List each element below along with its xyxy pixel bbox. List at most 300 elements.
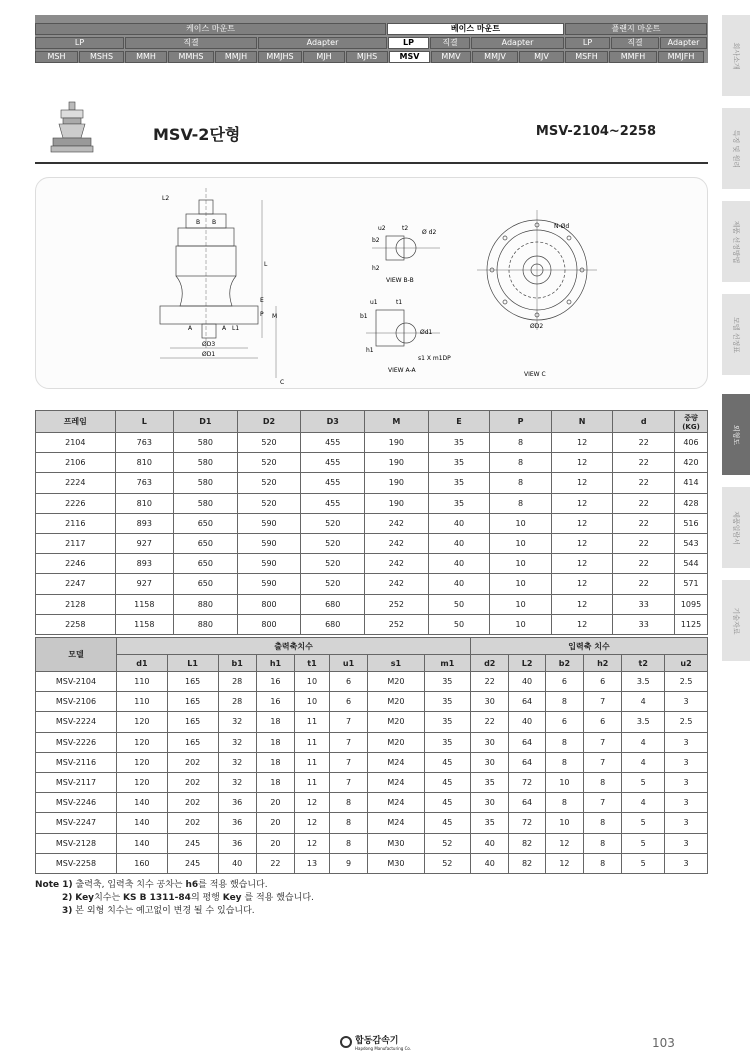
table-cell: MSV-2116: [36, 752, 117, 772]
table-cell: 10: [490, 533, 552, 553]
table-cell: 245: [167, 853, 218, 873]
note-2-prefix: 2): [62, 893, 73, 903]
table-cell: 2117: [36, 533, 116, 553]
side-tab-features[interactable]: [722, 108, 750, 193]
table-cell: 22: [613, 513, 675, 533]
table-cell: 8: [584, 833, 622, 853]
table-cell: 6: [329, 672, 367, 692]
table-cell: MSV-2247: [36, 813, 117, 833]
table-cell: 190: [365, 473, 429, 493]
gear-logo-icon: [340, 1036, 352, 1048]
nav-model-mmfh[interactable]: MMFH: [609, 51, 657, 63]
table-cell: 4: [622, 752, 665, 772]
table-cell: 13: [295, 853, 330, 873]
note-1: [35, 879, 314, 892]
table-cell: 414: [674, 473, 707, 493]
table-row: [36, 793, 708, 813]
technical-drawing: [36, 178, 709, 390]
table-cell: 420: [674, 453, 707, 473]
side-tab-label: 회사소개: [732, 41, 740, 70]
table-cell: M20: [368, 692, 424, 712]
subheader-cell: h1: [256, 655, 294, 672]
table-cell: 12: [551, 453, 613, 473]
table-cell: 45: [424, 793, 470, 813]
note-2: [35, 892, 314, 905]
group-output-shaft: 출력축치수: [117, 638, 471, 655]
table-cell: 20: [256, 793, 294, 813]
nav-model-mshs[interactable]: MSHS: [79, 51, 124, 63]
table-row: [36, 594, 708, 614]
side-tab-label: 특징 및 원리: [732, 129, 740, 168]
dim-e: E: [260, 297, 264, 304]
view-bb-drawing: [372, 236, 440, 260]
table-cell: 11: [295, 752, 330, 772]
note-1-text: 출력축, 입력축 치수 공차는: [75, 880, 183, 890]
nav-row-mount-type: [35, 23, 708, 35]
dim-h1: h1: [366, 347, 374, 354]
side-tab-label: 외형도: [732, 424, 740, 445]
table-cell: 1125: [674, 614, 707, 634]
table-cell: 520: [301, 574, 365, 594]
table-cell: 32: [218, 752, 256, 772]
table-cell: 590: [237, 533, 301, 553]
table-cell: 165: [167, 672, 218, 692]
view-aa-label: VIEW A-A: [388, 367, 416, 374]
note-2-text1: 치수는: [94, 893, 121, 903]
side-tab-label: 모델 선정표: [732, 316, 740, 353]
nav-model-mmh[interactable]: MMH: [125, 51, 167, 63]
frame-dimension-table: [35, 410, 708, 635]
nav-row-drive: [35, 37, 708, 49]
table-cell: MSV-2117: [36, 772, 117, 792]
table-cell: 202: [167, 772, 218, 792]
table-cell: MSV-2226: [36, 732, 117, 752]
table-cell: 680: [301, 614, 365, 634]
nav-model-msh[interactable]: MSH: [35, 51, 78, 63]
table-cell: 190: [365, 433, 429, 453]
dim-b2: b2: [372, 237, 380, 244]
table-cell: 650: [173, 513, 237, 533]
note-2-key: Key: [75, 893, 95, 903]
subheader-cell: L1: [167, 655, 218, 672]
side-tab-tech[interactable]: [722, 580, 750, 665]
table-cell: 72: [509, 772, 545, 792]
subheader-cell: u2: [665, 655, 708, 672]
table-cell: 590: [237, 554, 301, 574]
side-tab-selection[interactable]: [722, 201, 750, 286]
table-cell: 12: [551, 533, 613, 553]
table-cell: 893: [115, 513, 173, 533]
nav-model-mmjfh[interactable]: MMJFH: [658, 51, 704, 63]
dim-od1: ØD1: [202, 351, 216, 358]
table-cell: 33: [613, 594, 675, 614]
table-cell: 12: [545, 833, 583, 853]
table-cell: 2226: [36, 493, 116, 513]
table-cell: 36: [218, 813, 256, 833]
product-thumbnail-icon: [47, 100, 97, 158]
table-cell: 2116: [36, 513, 116, 533]
table-cell: 1158: [115, 614, 173, 634]
table-cell: 72: [509, 813, 545, 833]
table-cell: 590: [237, 574, 301, 594]
nav-case-direct[interactable]: 직결: [125, 37, 257, 49]
col-frame: 프레임: [36, 411, 116, 433]
table-row: [36, 672, 708, 692]
nav-case-adapter[interactable]: Adapter: [258, 37, 387, 49]
table-cell: 20: [256, 833, 294, 853]
table-cell: 242: [365, 533, 429, 553]
table-cell: 580: [173, 493, 237, 513]
table-cell: 10: [490, 554, 552, 574]
nav-flange-lp[interactable]: LP: [565, 37, 610, 49]
col-weight: 중량 (KG): [674, 411, 707, 433]
table-cell: 28: [218, 692, 256, 712]
nav-model-mmjh[interactable]: MMJH: [215, 51, 257, 63]
table-cell: 8: [490, 473, 552, 493]
note-2-key2: Key: [222, 893, 242, 903]
dim-nd: N-Ød: [554, 223, 570, 230]
table-cell: 190: [365, 453, 429, 473]
side-tab-label: 제품일람서: [732, 510, 740, 545]
nav-model-mmv[interactable]: MMV: [431, 51, 471, 63]
logo-subtext: Hapdong Manufacturing Co.: [355, 1046, 412, 1051]
table-cell: 6: [545, 672, 583, 692]
table-cell: M30: [368, 853, 424, 873]
table-cell: 12: [551, 493, 613, 513]
table-cell: 12: [551, 594, 613, 614]
table-cell: 10: [545, 772, 583, 792]
table-row: [36, 554, 708, 574]
table-cell: 12: [551, 473, 613, 493]
table-cell: 4: [622, 793, 665, 813]
subheader-cell: L2: [509, 655, 545, 672]
table-cell: 32: [218, 712, 256, 732]
table-cell: 3: [665, 772, 708, 792]
note-2-standard: KS B 1311-84: [123, 893, 191, 903]
table-cell: 40: [428, 574, 490, 594]
side-tab-outline[interactable]: [722, 394, 750, 479]
table-cell: 45: [424, 813, 470, 833]
dim-t1: t1: [396, 299, 403, 306]
table-cell: 2128: [36, 594, 116, 614]
table-cell: 6: [545, 712, 583, 732]
nav-model-mmhs[interactable]: MMHS: [168, 51, 214, 63]
table-cell: 22: [613, 493, 675, 513]
table-cell: 4: [622, 732, 665, 752]
table-cell: 22: [613, 554, 675, 574]
table-cell: 22: [613, 574, 675, 594]
table-row: [36, 692, 708, 712]
table-cell: 110: [117, 672, 168, 692]
table-cell: 2258: [36, 614, 116, 634]
table-cell: 2106: [36, 453, 116, 473]
subheader-cell: d2: [471, 655, 509, 672]
table-cell: 22: [613, 433, 675, 453]
table-cell: 8: [584, 772, 622, 792]
company-logo: [340, 1033, 411, 1051]
page-number: 103: [652, 1036, 675, 1050]
nav-case-mount[interactable]: 케이스 마운트: [35, 23, 386, 35]
group-input-shaft: 입력축 치수: [471, 638, 708, 655]
table-cell: 455: [301, 493, 365, 513]
table-cell: 3.5: [622, 712, 665, 732]
top-nav: [35, 20, 708, 64]
table-row: [36, 752, 708, 772]
note-1-tail: 를 적용 했습니다.: [198, 880, 268, 890]
table-cell: MSV-2224: [36, 712, 117, 732]
note-1-bold: h6: [185, 880, 199, 890]
table-row: [36, 513, 708, 533]
table-cell: 8: [584, 813, 622, 833]
dim-u2: u2: [378, 225, 386, 232]
table-cell: 18: [256, 712, 294, 732]
table-cell: 1158: [115, 594, 173, 614]
table-cell: 520: [301, 513, 365, 533]
col-m: M: [365, 411, 429, 433]
table-cell: 40: [471, 833, 509, 853]
table-row: [36, 813, 708, 833]
table-cell: 52: [424, 833, 470, 853]
table-cell: 10: [295, 692, 330, 712]
table-cell: 8: [329, 833, 367, 853]
nav-model-mmjv[interactable]: MMJV: [472, 51, 518, 63]
nav-flange-mount[interactable]: 플랜지 마운트: [565, 23, 707, 35]
side-tab-model-table[interactable]: [722, 294, 750, 379]
table-cell: 35: [428, 433, 490, 453]
table-cell: 927: [115, 533, 173, 553]
note-3-prefix: 3): [62, 906, 73, 916]
table-cell: 35: [471, 772, 509, 792]
table-cell: 2246: [36, 554, 116, 574]
nav-model-mjh[interactable]: MJH: [303, 51, 345, 63]
table-cell: 2.5: [665, 672, 708, 692]
table-row: [36, 574, 708, 594]
table-cell: 10: [490, 614, 552, 634]
table-cell: 245: [167, 833, 218, 853]
table-cell: 1095: [674, 594, 707, 614]
table-cell: 2.5: [665, 712, 708, 732]
table-cell: 7: [329, 712, 367, 732]
table-cell: 35: [428, 473, 490, 493]
table-cell: 35: [424, 692, 470, 712]
col-n: N: [551, 411, 613, 433]
table-cell: 8: [545, 793, 583, 813]
nav-base-adapter[interactable]: Adapter: [471, 37, 564, 49]
subheader-cell: s1: [368, 655, 424, 672]
table-cell: 880: [173, 594, 237, 614]
table-group-row: [36, 638, 708, 655]
nav-model-msv[interactable]: MSV: [389, 51, 430, 63]
side-tab-company[interactable]: [722, 15, 750, 100]
table-cell: 12: [551, 513, 613, 533]
table-cell: 160: [117, 853, 168, 873]
table-cell: 35: [471, 813, 509, 833]
table-cell: 252: [365, 614, 429, 634]
nav-row-model: [35, 51, 708, 63]
table-cell: MSV-2104: [36, 672, 117, 692]
table-row: [36, 433, 708, 453]
table-cell: M20: [368, 732, 424, 752]
table-cell: 140: [117, 813, 168, 833]
table-cell: M24: [368, 752, 424, 772]
table-cell: 7: [329, 772, 367, 792]
table-cell: 3: [665, 853, 708, 873]
table-cell: 6: [329, 692, 367, 712]
col-d2: D2: [237, 411, 301, 433]
table-cell: 6: [584, 712, 622, 732]
table-cell: 22: [256, 853, 294, 873]
table-row: [36, 493, 708, 513]
note-1-prefix: Note 1): [35, 880, 73, 890]
table-cell: 516: [674, 513, 707, 533]
dim-l: L: [264, 261, 268, 268]
table-cell: 800: [237, 614, 301, 634]
table-cell: 880: [173, 614, 237, 634]
table-cell: 543: [674, 533, 707, 553]
table-cell: 35: [424, 672, 470, 692]
table-cell: 8: [545, 692, 583, 712]
notes: [35, 879, 314, 918]
table-cell: 12: [545, 853, 583, 873]
col-d3: D3: [301, 411, 365, 433]
nav-model-mjhs[interactable]: MJHS: [346, 51, 388, 63]
table-cell: 202: [167, 813, 218, 833]
table-cell: 520: [237, 453, 301, 473]
table-row: [36, 853, 708, 873]
col-d1: D1: [173, 411, 237, 433]
table-cell: 10: [295, 672, 330, 692]
col-model: 모델: [36, 638, 117, 672]
table-cell: 35: [424, 712, 470, 732]
table-cell: 16: [256, 692, 294, 712]
table-cell: M24: [368, 793, 424, 813]
subheader-cell: m1: [424, 655, 470, 672]
table-cell: 30: [471, 732, 509, 752]
view-aa-drawing: [366, 310, 440, 346]
table-cell: 763: [115, 433, 173, 453]
table-cell: 8: [490, 493, 552, 513]
nav-model-mmjhs[interactable]: MMJHS: [258, 51, 302, 63]
table-cell: 82: [509, 833, 545, 853]
model-range: MSV-2104~2258: [535, 124, 656, 139]
table-cell: 40: [428, 533, 490, 553]
table-cell: 3: [665, 692, 708, 712]
nav-model-mjv[interactable]: MJV: [519, 51, 564, 63]
side-tab-catalog[interactable]: [722, 487, 750, 572]
nav-base-lp[interactable]: LP: [388, 37, 429, 49]
dim-l1: L1: [232, 325, 240, 332]
nav-flange-direct[interactable]: 직결: [611, 37, 659, 49]
logo-text: 합동감속기: [355, 1036, 399, 1046]
table-cell: 18: [256, 732, 294, 752]
table-cell: 202: [167, 793, 218, 813]
table-cell: 10: [490, 513, 552, 533]
table-cell: 50: [428, 594, 490, 614]
table-cell: 2224: [36, 473, 116, 493]
side-tab-label: 제품 선정방법: [732, 220, 740, 263]
view-c-label: VIEW C: [524, 371, 546, 378]
nav-flange-adapter[interactable]: Adapter: [660, 37, 707, 49]
table-row: [36, 712, 708, 732]
table-row: [36, 533, 708, 553]
table-cell: 3: [665, 833, 708, 853]
table-cell: MSV-2258: [36, 853, 117, 873]
table-cell: 7: [584, 793, 622, 813]
table-cell: 32: [218, 772, 256, 792]
table-cell: 64: [509, 732, 545, 752]
table-cell: 12: [295, 833, 330, 853]
table-cell: 12: [551, 433, 613, 453]
table-cell: 8: [545, 732, 583, 752]
table-cell: 590: [237, 513, 301, 533]
table-cell: 190: [365, 493, 429, 513]
table-cell: 520: [301, 554, 365, 574]
view-c-drawing: [477, 210, 597, 330]
table-cell: M20: [368, 712, 424, 732]
table-cell: 810: [115, 453, 173, 473]
dim-a-right: A: [222, 325, 227, 332]
subheader-cell: b2: [545, 655, 583, 672]
table-cell: 406: [674, 433, 707, 453]
table-cell: 64: [509, 752, 545, 772]
table-cell: 110: [117, 692, 168, 712]
table-cell: 30: [471, 793, 509, 813]
table-cell: 52: [424, 853, 470, 873]
table-cell: 12: [551, 554, 613, 574]
dim-t2: t2: [402, 225, 409, 232]
table-cell: 8: [329, 793, 367, 813]
table-cell: 7: [584, 732, 622, 752]
dim-h2: h2: [372, 265, 380, 272]
table-cell: 242: [365, 513, 429, 533]
table-cell: 455: [301, 473, 365, 493]
nav-model-msfh[interactable]: MSFH: [565, 51, 608, 63]
shaft-dimension-table: [35, 637, 708, 874]
side-view: [160, 188, 276, 378]
table-cell: 18: [256, 772, 294, 792]
table-row: [36, 614, 708, 634]
note-3: [35, 905, 314, 918]
table-cell: 11: [295, 732, 330, 752]
table-cell: 10: [490, 594, 552, 614]
table-cell: 40: [471, 853, 509, 873]
table-cell: M24: [368, 772, 424, 792]
table-cell: MSV-2106: [36, 692, 117, 712]
table-cell: 580: [173, 433, 237, 453]
table-cell: 50: [428, 614, 490, 634]
dim-u1: u1: [370, 299, 378, 306]
table-cell: 3.5: [622, 672, 665, 692]
table-cell: 35: [428, 453, 490, 473]
table-row: [36, 772, 708, 792]
table-cell: 455: [301, 433, 365, 453]
nav-case-lp[interactable]: LP: [35, 37, 124, 49]
table-cell: 35: [428, 493, 490, 513]
table-cell: 120: [117, 752, 168, 772]
table-cell: 165: [167, 692, 218, 712]
nav-base-direct[interactable]: 직결: [430, 37, 470, 49]
table-cell: 810: [115, 493, 173, 513]
table-cell: 520: [237, 473, 301, 493]
table-cell: 140: [117, 833, 168, 853]
nav-base-mount[interactable]: 베이스 마운트: [387, 23, 564, 35]
dim-od3: ØD3: [202, 341, 216, 348]
table-cell: 40: [428, 513, 490, 533]
table-cell: 8: [545, 752, 583, 772]
table-cell: 45: [424, 752, 470, 772]
col-l: L: [115, 411, 173, 433]
table-cell: 455: [301, 453, 365, 473]
